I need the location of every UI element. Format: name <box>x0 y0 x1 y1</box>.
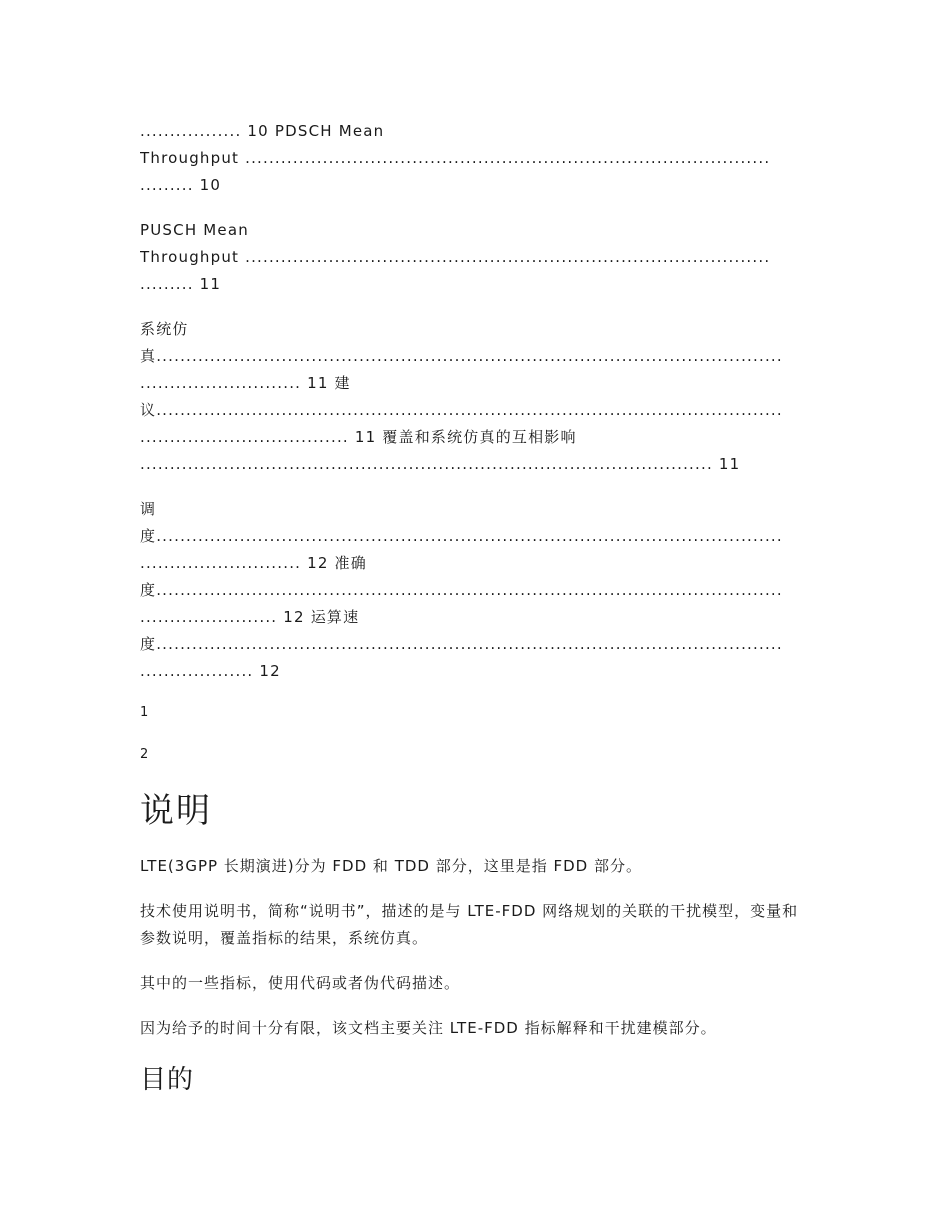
toc-line: ................................................................................................ 11 <box>140 455 741 473</box>
subsection-title: 目的 <box>140 1065 195 1095</box>
section-title: 说明 <box>140 791 212 831</box>
toc-entry-scheduling <box>140 496 810 685</box>
list-number: 1 <box>140 705 149 720</box>
toc-line: PUSCH Mean <box>140 221 249 239</box>
toc-line: ....................... 12 运算速 <box>140 608 360 626</box>
paragraph: 因为给予的时间十分有限，该文档主要关注 LTE-FDD 指标解释和干扰建模部分。 <box>140 1019 717 1037</box>
paragraph: 技术使用说明书，简称“说明书”，描述的是与 LTE-FDD 网络规划的关联的干扰模型，变量和参数说明，覆盖指标的结果，系统仿真。 <box>140 902 799 947</box>
toc-line: 度......................................................................................................... <box>140 581 783 599</box>
toc-line: ......... 10 <box>140 176 222 194</box>
toc-line: 真......................................................................................................... <box>140 347 783 365</box>
toc-line: ........................... 12 准确 <box>140 554 367 572</box>
toc-entry-system-simulation <box>140 316 810 478</box>
toc-line: 系统仿 <box>140 320 189 338</box>
document-page <box>140 118 810 1100</box>
toc-line: 议......................................................................................................... <box>140 401 783 419</box>
toc-line: Throughput ........................................................................................ <box>140 248 771 266</box>
list-number: 2 <box>140 747 149 762</box>
paragraph: 其中的一些指标，使用代码或者伪代码描述。 <box>140 974 461 992</box>
toc-line: 度......................................................................................................... <box>140 635 783 653</box>
toc-line: ................... 12 <box>140 662 281 680</box>
toc-line: ................. 10 PDSCH Mean <box>140 122 385 140</box>
toc-line: 调 <box>140 500 157 518</box>
toc-line: ......... 11 <box>140 275 222 293</box>
toc-entry-pdsch <box>140 118 810 199</box>
toc-entry-pusch <box>140 217 810 298</box>
paragraph: LTE(3GPP 长期演进)分为 FDD 和 TDD 部分，这里是指 FDD 部分。 <box>140 857 642 875</box>
toc-line: ................................... 11 覆盖和系统仿真的互相影响 <box>140 428 577 446</box>
toc-line: 度......................................................................................................... <box>140 527 783 545</box>
toc-line: ........................... 11 建 <box>140 374 351 392</box>
toc-line: Throughput ........................................................................................ <box>140 149 771 167</box>
